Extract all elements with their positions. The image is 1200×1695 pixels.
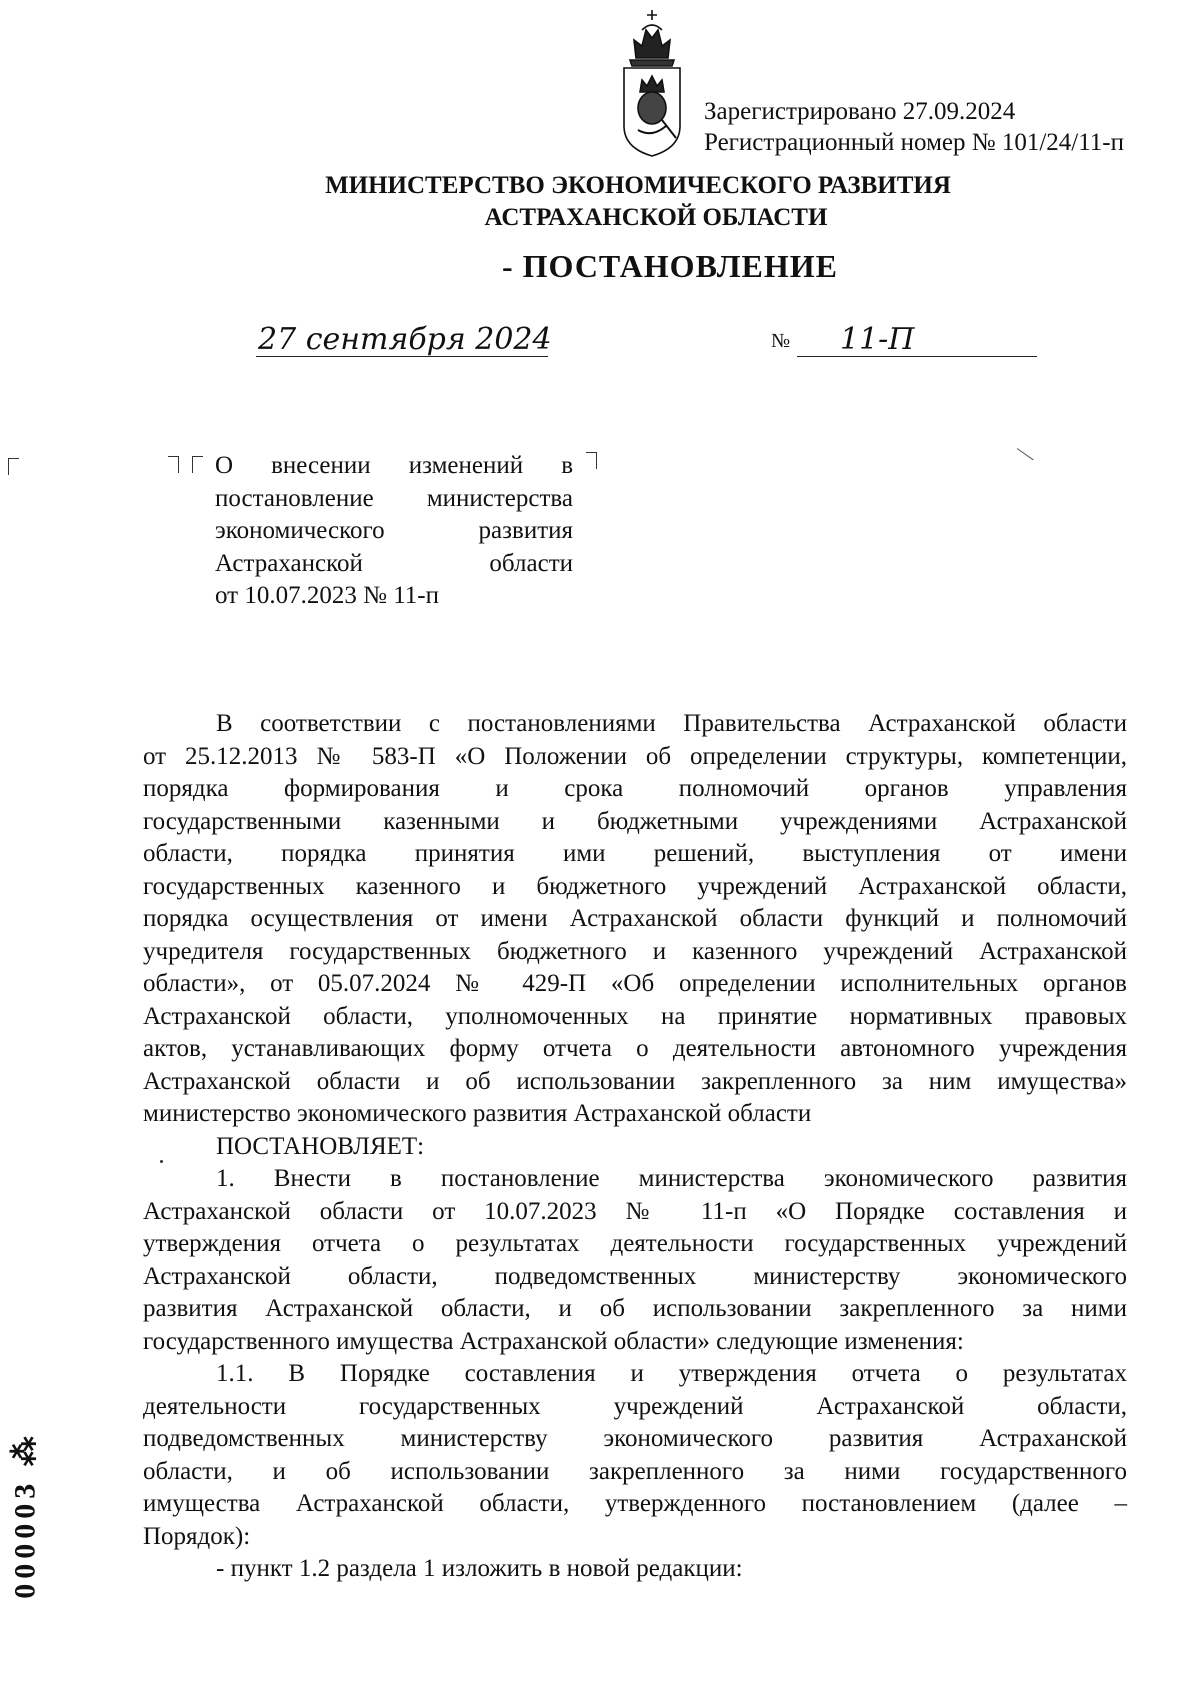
body-line: утверждения отчета о результатах деятельности государственных учреждений <box>143 1230 1127 1257</box>
ministry-name-line2: АСТРАХАНСКОЙ ОБЛАСТИ <box>484 204 828 231</box>
body-line: области, порядка принятия ими решений, выступления от имени <box>143 840 1127 867</box>
handwritten-number: 11-П <box>840 322 915 357</box>
scan-dot <box>160 1160 163 1163</box>
registration-date: Зарегистрировано 27.09.2024 <box>704 98 1016 125</box>
body-line: актов, устанавливающих форму отчета о деятельности автономного учреждения <box>143 1035 1127 1062</box>
body-line: государственного имущества Астраханской области» следующие изменения: <box>143 1327 964 1355</box>
body-line: министерство экономического развития Астраханской области <box>143 1100 812 1127</box>
body-line: учредителя государственных бюджетного и казенного учреждений Астраханской <box>143 937 1127 965</box>
body-line: области, и об использовании закрепленного за ними государственного <box>143 1457 1127 1485</box>
subject-line: Астраханской области <box>215 549 573 577</box>
ministry-name-line1: МИНИСТЕРСТВО ЭКОНОМИЧЕСКОГО РАЗВИТИЯ <box>325 172 951 199</box>
body-line: государственных казенного и бюджетного учреждений Астраханской области, <box>143 872 1127 900</box>
body-line: деятельности государственных учреждений Астраханской области, <box>143 1392 1127 1420</box>
subject-line: от 10.07.2023 № 11-п <box>215 582 439 609</box>
body-line: государственными казенными и бюджетными учреждениями Астраханской <box>143 807 1127 835</box>
subject-line: постановление министерства <box>215 484 573 512</box>
document-body <box>143 708 1127 1586</box>
body-line: имущества Астраханской области, утвержденного постановлением (далее – <box>143 1490 1127 1517</box>
document-subject <box>215 450 573 613</box>
body-line: Астраханской области от 10.07.2023 № 11-п «О Порядке составления и <box>143 1197 1127 1225</box>
body-line: Астраханской области, уполномоченных на принятие нормативных правовых <box>143 1002 1127 1030</box>
page-stamp-number: 000003 ⁂ <box>8 1431 42 1599</box>
document-type-title: - ПОСТАНОВЛЕНИЕ <box>501 248 838 284</box>
page-stamp <box>0 1430 50 1600</box>
number-label: № <box>771 330 791 352</box>
margin-corner-mark <box>8 458 19 475</box>
body-line: 1. Внести в постановление министерства экономического развития <box>216 1165 1127 1192</box>
subject-line: О внесении изменений в <box>215 452 573 479</box>
body-line: Порядок): <box>143 1522 251 1550</box>
resolution-keyword: ПОСТАНОВЛЯЕТ: <box>216 1132 425 1160</box>
body-line: от 25.12.2013 № 583-П «О Положении об определении структуры, компетенции, <box>143 742 1127 770</box>
date-underline <box>256 356 548 357</box>
body-line: В соответствии с постановлениями Правительства Астраханской области <box>216 710 1127 737</box>
registration-number: Регистрационный номер № 101/24/11-п <box>704 129 1125 156</box>
body-line: - пункт 1.2 раздела 1 изложить в новой редакции: <box>216 1555 743 1582</box>
subject-line: экономического развития <box>215 517 573 544</box>
body-line: Астраханской области, подведомственных министерству экономического <box>143 1262 1127 1290</box>
scan-mark <box>1017 448 1034 460</box>
subject-corner-mark-right <box>586 452 597 469</box>
subject-corner-mark-left-b <box>192 456 203 473</box>
body-line: порядка осуществления от имени Астраханской области функций и полномочий <box>143 905 1127 932</box>
number-underline <box>797 356 1037 357</box>
body-line: 1.1. В Порядке составления и утверждения отчета о результатах <box>216 1360 1127 1387</box>
body-line: подведомственных министерству экономического развития Астраханской <box>143 1425 1127 1452</box>
coat-of-arms-emblem <box>612 8 692 160</box>
subject-corner-mark-left-a <box>168 456 179 473</box>
handwritten-date: 27 сентября 2024 <box>258 322 552 357</box>
body-line: порядка формирования и срока полномочий органов управления <box>143 775 1127 802</box>
body-line: области», от 05.07.2024 № 429-П «Об определении исполнительных органов <box>143 970 1127 997</box>
body-line: развития Астраханской области, и об использовании закрепленного за ними <box>143 1295 1127 1322</box>
body-line: Астраханской области и об использовании закрепленного за ним имущества» <box>143 1067 1127 1095</box>
